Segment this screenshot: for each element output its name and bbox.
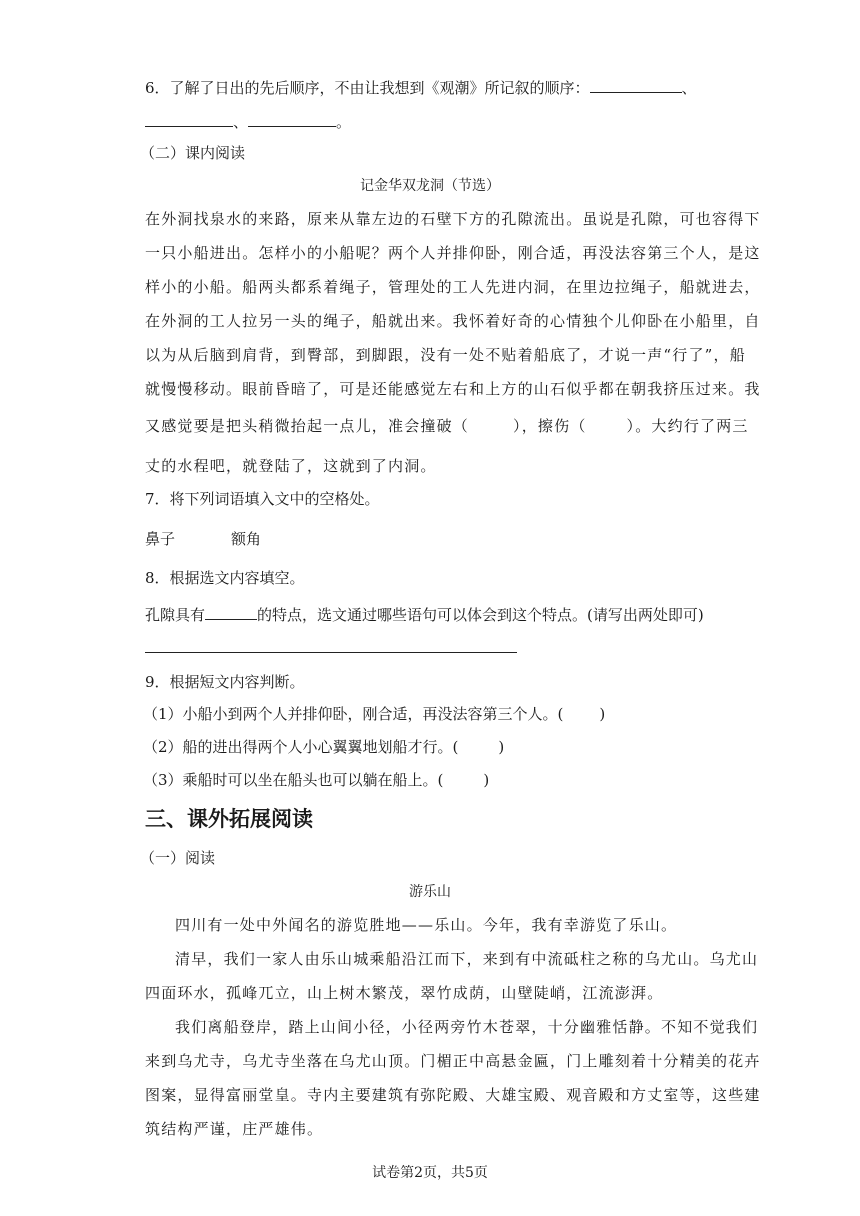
judge-item: （1）小船小到两个人并排仰卧，刚合适，再没法容第三个人。( ) (143, 705, 606, 723)
word-choice: 鼻子 (145, 530, 176, 548)
question-6 (145, 76, 697, 98)
passage-paragraph: 四川有一处中外闻名的游览胜地——乐山。今年，我有幸游览了乐山。 (175, 916, 678, 934)
question-6-continued (145, 110, 351, 132)
passage-line: 样小的小船。船两头都系着绳子，管理处的工人先进内洞，在里边拉绳子，船就进去， (145, 278, 761, 296)
passage-line: 就慢慢移动。眼前昏暗了，可是还能感觉左右和上方的山石似乎都在朝我挤压过来。我 (145, 380, 761, 398)
question-8-prompt: 孔隙具有 的特点，选文通过哪些语句可以体会到这个特点。(请写出两处即可) (145, 603, 704, 625)
separator: 、 (233, 113, 249, 131)
passage-line: 在外洞的工人拉另一头的绳子，船就出来。我怀着好奇的心情独个儿仰卧在小船里，自 (145, 312, 761, 330)
question-8: 8．根据选文内容填空。 (145, 569, 305, 587)
passage-line: 以为从后脑到肩背，到臀部，到脚跟，没有一处不贴着船底了，才说一声“行了”，船 (145, 346, 746, 364)
passage-line: 筑结构严谨，庄严雄伟。 (145, 1120, 324, 1138)
page-footer: 试卷第2页，共5页 (372, 1165, 488, 1181)
passage-line-with-blanks: 又感觉要是把头稍微抬起一点儿，准会撞破（ ），擦伤（ ）。大约行了两三 (145, 417, 749, 435)
section-3-heading: 三、课外拓展阅读 (145, 807, 313, 831)
period: 。 (336, 113, 352, 131)
passage-line: 在外洞找泉水的来路，原来从靠左边的石壁下方的孔隙流出。虽说是孔隙，可也容得下 (145, 210, 761, 228)
passage-1-title: 记金华双龙洞（节选） (360, 178, 500, 194)
question-7: 7．将下列词语填入文中的空格处。 (145, 490, 380, 508)
answer-blank[interactable] (145, 110, 233, 127)
question-9: 9．根据短文内容判断。 (145, 673, 305, 691)
passage-line: 我们离船登岸，踏上山间小径，小径两旁竹木苍翠，十分幽雅恬静。不知不觉我们 (175, 1018, 759, 1036)
question-6-text: 6．了解了日出的先后顺序，不由让我想到《观潮》所记叙的顺序： (145, 79, 590, 97)
passage-line: 来到乌尤寺，乌尤寺坐落在乌尤山顶。门楣正中高悬金匾，门上雕刻着十分精美的花卉 (145, 1052, 761, 1070)
passage-2-title: 游乐山 (409, 884, 451, 900)
passage-line: 四面环水，孤峰兀立，山上树木繁茂，翠竹成荫，山壁陡峭，江流澎湃。 (145, 984, 664, 1002)
word-choice: 额角 (231, 530, 262, 548)
judge-item: （3）乘船时可以坐在船头也可以躺在船上。( ) (143, 771, 490, 789)
passage-line: 图案，显得富丽堂皇。寺内主要建筑有弥陀殿、大雄宝殿、观音殿和方丈室等，这些建 (145, 1086, 761, 1104)
passage-line: 清早，我们一家人由乐山城乘船沿江而下，来到有中流砥柱之称的乌尤山。乌尤山 (175, 950, 759, 968)
separator: 、 (681, 79, 697, 97)
word-choices (145, 529, 261, 549)
answer-line[interactable] (145, 652, 517, 653)
section-3-subheading: （一）阅读 (140, 849, 216, 867)
answer-blank[interactable] (248, 110, 336, 127)
passage-line: 一只小船进出。怎样小的小船呢？两个人并排仰卧，刚合适，再没法容第三个人，是这 (145, 244, 761, 262)
passage-line: 丈的水程吧，就登陆了，这就到了内洞。 (145, 457, 437, 475)
judge-item: （2）船的进出得两个人小心翼翼地划船才行。( ) (143, 738, 505, 756)
answer-blank[interactable] (205, 603, 257, 620)
section-2-subheading: （二）课内阅读 (140, 144, 246, 162)
answer-blank[interactable] (590, 76, 682, 93)
